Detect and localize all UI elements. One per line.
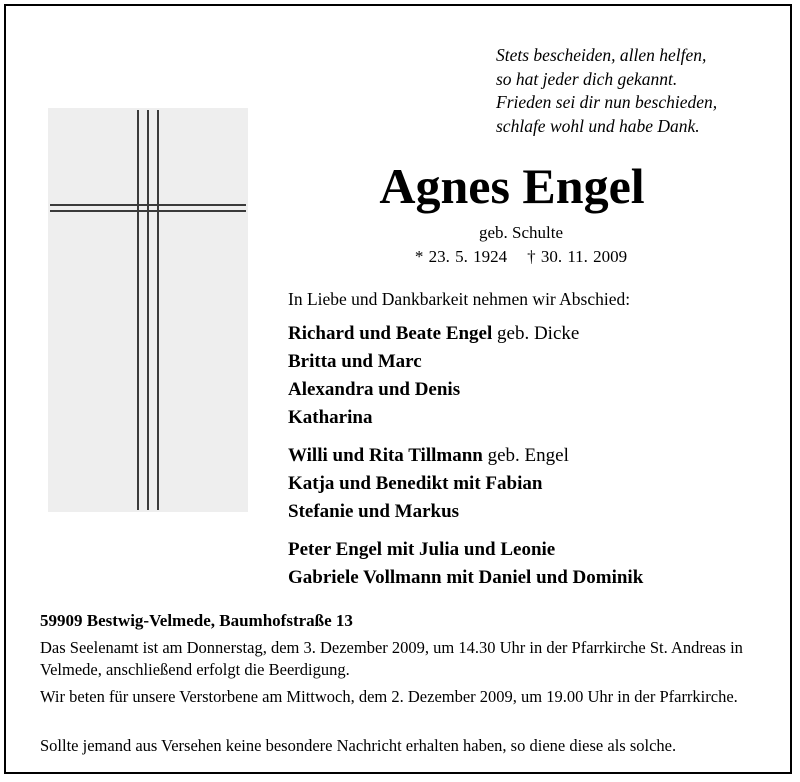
poem — [496, 44, 717, 138]
poem-line: Frieden sei dir nun beschieden, — [496, 92, 718, 112]
family-line: Stefanie und Markus — [288, 501, 460, 522]
family-group — [288, 536, 643, 592]
address: 59909 Bestwig-Velmede, Baumhofstraße 13 — [40, 611, 353, 630]
birth-date: * 23. 5. 1924 — [414, 247, 508, 266]
intro-text: In Liebe und Dankbarkeit nehmen wir Abschied: — [288, 289, 631, 309]
family-line: Richard und Beate Engel geb. Dicke — [288, 323, 580, 344]
family-line: Britta und Marc — [288, 351, 422, 372]
family-line: Katja und Benedikt mit Fabian — [288, 473, 543, 494]
death-date: † 30. 11. 2009 — [527, 247, 628, 266]
poem-line: schlafe wohl und habe Dank. — [496, 115, 700, 136]
family-group — [288, 442, 569, 526]
cross-icon — [48, 108, 248, 512]
family-line: Willi und Rita Tillmann geb. Engel — [288, 445, 569, 466]
life-dates — [288, 246, 754, 268]
born-name: geb. Schulte — [478, 223, 564, 242]
poem-line: Stets bescheiden, allen helfen, — [496, 45, 707, 65]
notice-disclaimer: Sollte jemand aus Versehen keine besondere Nachricht erhalten haben, so diene diese als solche. — [40, 736, 677, 755]
family-line: Peter Engel mit Julia und Leonie — [288, 539, 556, 560]
family-group — [288, 320, 579, 432]
funeral-mass-info: Das Seelenamt ist am Donnerstag, dem 3. Dezember 2009, um 14.30 Uhr in der Pfarrkirche St. Andreas in Velmede, anschließend erfolgt die Beerdigung. — [40, 638, 743, 679]
deceased-name: Agnes Engel — [379, 158, 645, 214]
cross-graphic — [48, 108, 248, 512]
family-line: Gabriele Vollmann mit Daniel und Dominik — [288, 567, 644, 588]
family-line: Katharina — [288, 407, 373, 428]
prayer-info: Wir beten für unsere Verstorbene am Mittwoch, dem 2. Dezember 2009, um 19.00 Uhr in der Pfarrkirche. — [40, 687, 738, 706]
family-line: Alexandra und Denis — [288, 379, 461, 400]
poem-line: so hat jeder dich gekannt. — [496, 68, 678, 89]
